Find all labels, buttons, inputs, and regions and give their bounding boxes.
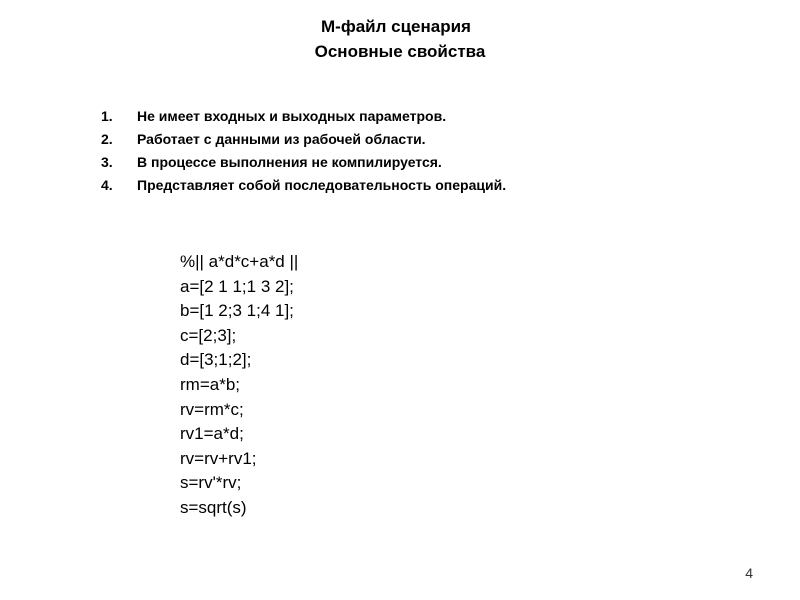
list-item-text: Работает с данными из рабочей области. <box>137 131 426 147</box>
list-item <box>101 174 506 197</box>
code-line: %|| a*d*c+a*d || <box>180 252 299 271</box>
list-item-number: 2. <box>101 131 113 147</box>
list-item-number: 3. <box>101 154 113 170</box>
title-subtitle: Основные свойства <box>314 42 486 61</box>
slide-title <box>0 14 800 64</box>
code-line: a=[2 1 1;1 3 2]; <box>180 276 294 296</box>
code-line: b=[1 2;3 1;4 1]; <box>180 301 294 321</box>
list-item <box>101 128 506 151</box>
code-line: rv=rv+rv1; <box>180 448 257 468</box>
list-item <box>101 151 506 174</box>
title-main: М-файл сценария <box>321 17 471 36</box>
code-line: d=[3;1;2]; <box>180 350 252 370</box>
code-line: rm=a*b; <box>180 374 240 394</box>
code-block <box>180 250 298 521</box>
code-line: c=[2;3]; <box>180 325 237 345</box>
code-line: s=rv'*rv; <box>180 473 242 493</box>
code-line: s=sqrt(s) <box>180 497 247 517</box>
list-item-text: Представляет собой последовательность операций. <box>137 177 507 193</box>
list-item-number: 1. <box>101 108 113 124</box>
list-item-text: Не имеет входных и выходных параметров. <box>137 108 447 124</box>
list-item-text: В процессе выполнения не компилируется. <box>137 154 442 170</box>
properties-list <box>101 105 506 197</box>
page-number: 4 <box>745 565 753 581</box>
code-line: rv1=a*d; <box>180 424 244 444</box>
list-item-number: 4. <box>101 177 113 193</box>
list-item <box>101 105 506 128</box>
code-line: rv=rm*c; <box>180 399 244 419</box>
